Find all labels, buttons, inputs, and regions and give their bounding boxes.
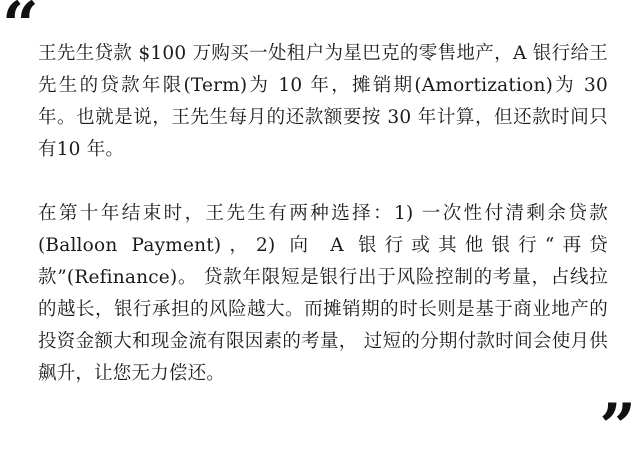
close-quote-mark: ” <box>599 390 636 465</box>
article-body <box>38 38 608 390</box>
paragraph-options: 在第十年结束时，王先生有两种选择：1) 一次性付清剩余贷款 (Balloon Payment)，2) 向 A 银行或其他银行“再贷款”(Refinance)。 贷款年限短是银行出于风险控制的考量，占线拉的越长，银行承担的风险越大。而摊销期的时长则是基于商业地产的投资金额大和现金流有限因素的考量， 过短的分期付款时间会使月供飙升，让您无力偿还。 <box>38 203 608 384</box>
open-quote-mark: “ <box>2 0 39 63</box>
paragraph-loan-terms: 王先生贷款 $100 万购买一处租户为星巴克的零售地产，A 银行给王先生的贷款年限(Term)为 10 年，摊销期(Amortization)为 30 年。也就是说，王先生每月的还款额要按 30 年计算，但还款时间只有10 年。 <box>38 43 608 160</box>
